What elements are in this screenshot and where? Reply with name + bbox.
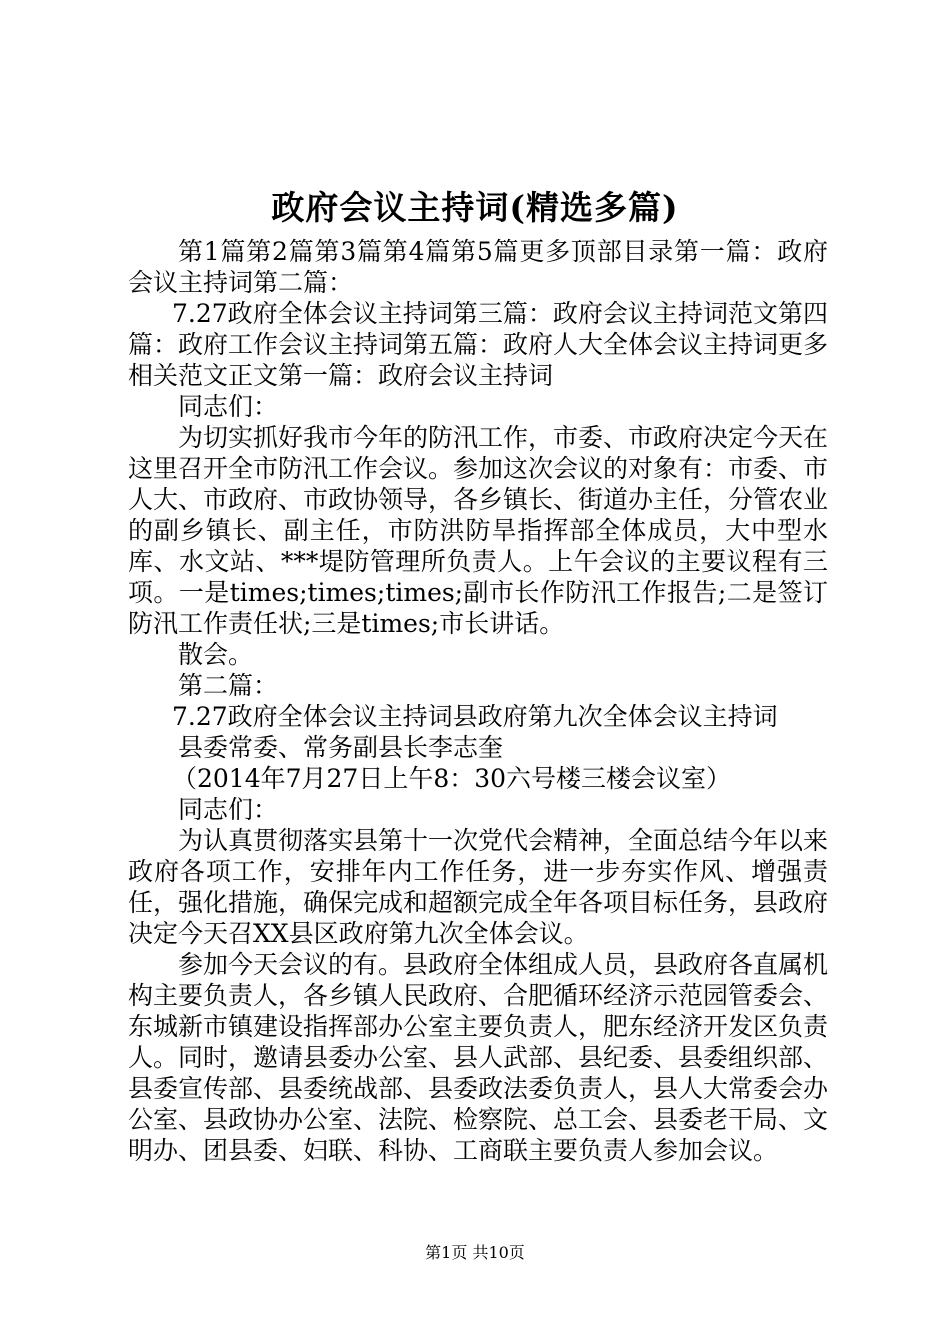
paragraph-date-location: （2014年7月27日上午8：30六号楼三楼会议室） xyxy=(172,764,732,793)
paragraph-toc-continued: 7.27政府全体会议主持词第三篇：政府会议主持词范文第四篇：政府工作会议主持词第五篇：政府人大全体会议主持词更多相关范文正文第一篇：政府会议主持词 xyxy=(128,299,829,390)
document-body xyxy=(128,236,828,1166)
document-title: 政府会议主持词(精选多篇) xyxy=(271,188,679,227)
page-footer: 第1页 共10页 xyxy=(425,1243,525,1262)
paragraph-greeting: 同志们： xyxy=(178,392,279,421)
paragraph-body-3: 参加今天会议的有。县政府全体组成人员，县政府各直属机构主要负责人，各乡镇人民政府、合肥循环经济示范园管委会、东城新市镇建设指挥部办公室主要负责人，肥东经济开发区负责人。同时，邀请县委办公室、县人武部、县纪委、县委组织部、县委宣传部、县委统战部、县委政法委负责人，县人大常委会办公室、县政协办公室、法院、检察院、总工会、县委老干局、文明办、团县委、妇联、科协、工商联主要负责人参加会议。 xyxy=(128,950,829,1165)
paragraph-section-title: 7.27政府全体会议主持词县政府第九次全体会议主持词 xyxy=(172,702,778,731)
paragraph-section-heading: 第二篇： xyxy=(178,671,279,700)
paragraph-adjourn: 散会。 xyxy=(178,640,254,669)
paragraph-greeting-2: 同志们： xyxy=(178,795,279,824)
paragraph-body: 为切实抓好我市今年的防汛工作，市委、市政府决定今天在这里召开全市防汛工作会议。参加这次会议的对象有：市委、市人大、市政府、市政协领导，各乡镇长、街道办主任，分管农业的副乡镇长、副主任，市防洪防旱指挥部全体成员，大中型水库、水文站、***堤防管理所负责人。上午会议的主要议程有三项。一是times;times;times;副市长作防汛工作报告;二是签订防汛工作责任状;三是times;市长讲话。 xyxy=(128,423,829,638)
paragraph-speaker: 县委常委、常务副县长李志奎 xyxy=(178,733,504,762)
paragraph-toc: 第1篇第2篇第3篇第4篇第5篇更多顶部目录第一篇：政府会议主持词第二篇： xyxy=(128,237,828,297)
paragraph-body-2: 为认真贯彻落实县第十一次党代会精神，全面总结今年以来政府各项工作，安排年内工作任务，进一步夯实作风、增强责任，强化措施，确保完成和超额完成全年各项目标任务，县政府决定今天召XX县区政府第九次全体会议。 xyxy=(128,826,829,948)
